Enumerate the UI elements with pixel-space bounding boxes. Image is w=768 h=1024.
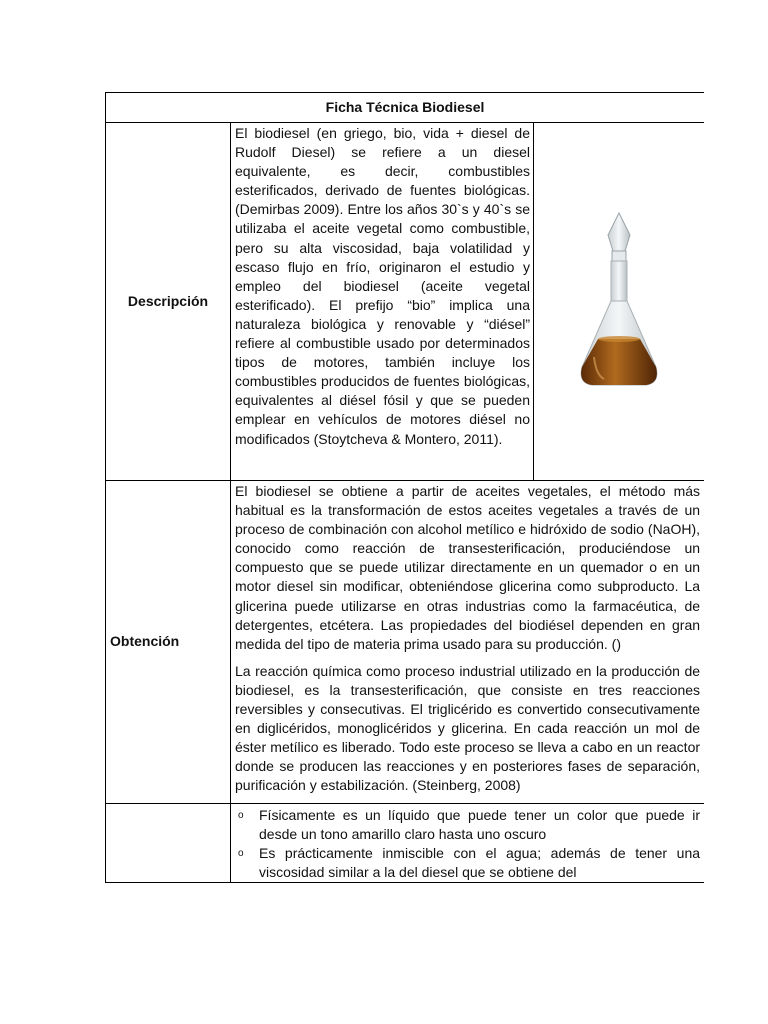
document-page bbox=[105, 92, 704, 928]
obtencion-paragraph-1: El biodiesel se obtiene a partir de aceites vegetales, el método más habitual es la transformación de estos aceites vegetales a través de un proceso de combinación con alcohol metílico e hidróxido de sodio (NaOH), conocido como reacción de transesterificación, produciéndose un compuesto que se puede utilizar directamente en un quemador o en un motor diesel sin modificar, obteniéndose glicerina como subproducto. La glicerina puede utilizarse en otras industrias como la farmacéutica, de detergentes, etcétera. Las propiedades del biodiésel dependen en gran medida del tipo de materia prima usado para su producción. () bbox=[235, 483, 701, 652]
bullet-text: Es prácticamente inmiscible con el agua; además de tener una viscosidad similar a la del diesel que se obtiene del bbox=[259, 844, 701, 880]
table-title: Ficha Técnica Biodiesel bbox=[106, 93, 705, 123]
title-row bbox=[106, 93, 705, 123]
obtencion-paragraph-2: La reacción química como proceso industrial utilizado en la producción de biodiesel, es la transesterificación, que consiste en tres reacciones reversibles y consecutivas. El triglicérido es convertido consecutivamente en diglicéridos, monoglicéridos y glicerina. En cada reacción un mol de éster metílico es liberado. Todo este proceso se lleva a cabo en un reactor donde se producen las reacciones y en posteriores fases de separación, purificación y estabilización. (Steinberg, 2008) bbox=[235, 662, 701, 794]
row-descripcion bbox=[106, 123, 705, 481]
list-item bbox=[238, 806, 701, 844]
bullet-text: Físicamente es un líquido que puede tener un color que puede ir desde un tono amarillo claro hasta uno oscuro bbox=[259, 806, 701, 842]
biodiesel-flask-icon bbox=[574, 207, 664, 397]
propiedades-list bbox=[231, 804, 704, 882]
row-obtencion bbox=[106, 481, 705, 804]
obtencion-text bbox=[231, 481, 705, 804]
propiedades-cell bbox=[231, 803, 705, 882]
descripcion-text: El biodiesel (en griego, bio, vida + diesel de Rudolf Diesel) se refiere a un diesel equivalente, es decir, combustibles esterificados, derivado de fuentes biológicas. (Demirbas 2009). Entre los años 30`s y 40`s se utilizaba el aceite vegetal como combustible, pero su alta viscosidad, baja volatilidad y escaso flujo en frío, originaron el estudio y empleo del biodiesel (aceite vegetal esterificado). El prefijo “bio” implica una naturaleza biológica y renovable y “diésel” refiere al combustible usado por determinados tipos de motores, también incluye los combustibles producidos de fuentes biológicas, equivalentes al diésel fósil y que se pueden emplear en vehículos de motores diésel no modificados (Stoytcheva & Montero, 2011). bbox=[231, 123, 534, 481]
row-label-obtencion: Obtención bbox=[106, 481, 231, 804]
row-propiedades bbox=[106, 803, 705, 882]
ficha-tecnica-table bbox=[105, 92, 704, 883]
bullet-circle-icon: o bbox=[238, 847, 244, 859]
bullet-circle-icon: o bbox=[238, 809, 244, 821]
row-label-empty bbox=[106, 803, 231, 882]
list-item bbox=[238, 844, 701, 882]
row-label-descripcion: Descripción bbox=[106, 123, 231, 481]
biodiesel-image-cell bbox=[534, 123, 705, 481]
